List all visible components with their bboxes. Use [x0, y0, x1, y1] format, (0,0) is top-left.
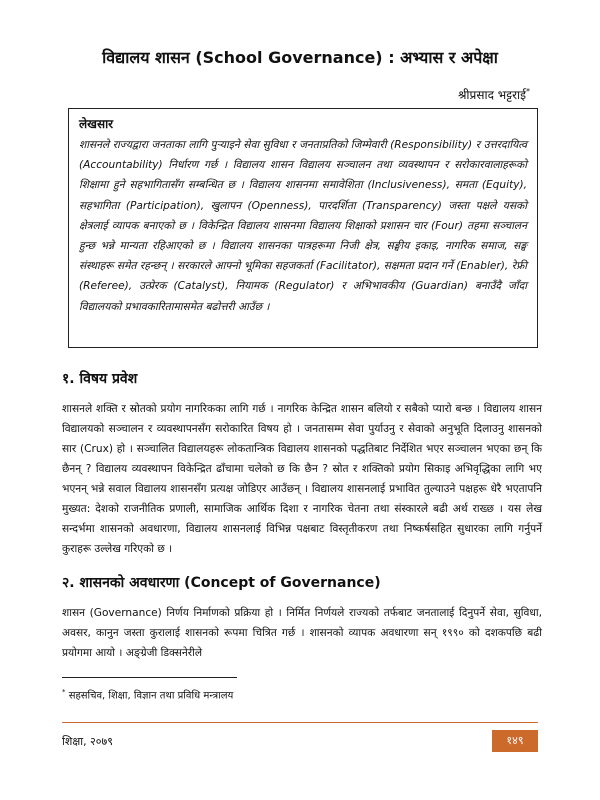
footnote-divider: [62, 677, 237, 678]
article-title: विद्यालय शासन (School Governance) : अभ्यास र अपेक्षा: [102, 48, 498, 67]
abstract-body: शासनले राज्यद्वारा जनताका लागि पुऱ्याइने सेवा सुविधा र जनताप्रतिको जिम्मेवारी (Responsibility) र उत्तरदायित्व (Accountability) निर्धारण गर्छ । विद्यालय शासन विद्यालय सञ्चालन तथा व्यवस्थापन र सरोकारवालाहरूको शिक्षामा हुने सहभागितासँग सम्बन्धित छ । विद्यालय शासनमा समावेशिता (Inclusiveness), समता (Equity), सहभागिता (Participation), खुलापन (Openness), पारदर्शिता (Transparency) जस्ता पक्षले यसको क्षेत्रलाई व्यापक बनाएको छ । विकेन्द्रित विद्यालय शासनमा विद्यालय शिक्षाको प्रशासन चार (Four) तहमा सञ्चालन हुन्छ भन्ने मान्यता रहिआएको छ । विद्यालय शासनका पात्रहरूमा निजी क्षेत्र, सङ्घीय इकाइ, नागरिक समाज, सङ्घ संस्थाहरू समेत रहन्छन् । सरकारले आफ्नो भूमिका सहजकर्ता (Facilitator), सक्षमता प्रदान गर्ने (Enabler), रेफ्री (Referee), उत्प्रेरक (Catalyst), नियामक (Regulator) र अभिभावकीय (Guardian) बनाउँदै जाँदा विद्यालयको प्रभावकारितामासमेत बढोत्तरी आउँछ ।: [79, 139, 527, 313]
section-body-introduction: शासनले शक्ति र स्रोतको प्रयोग नागरिकका लागि गर्छ । नागरिक केन्द्रित शासन बलियो र सबैको प्यारो बन्छ । विद्यालय शासन विद्यालयको सञ्चालन र व्यवस्थापनसँग सरोकारित विषय हो । जनतासम्म सेवा पुर्याउनु र सेवाको अनुभूति दिलाउनु शासनको सार (Crux) हो । सञ्चालित विद्यालयहरू लोकतान्त्रिक विद्यालय शासनको पद्धतिबाट निर्देशित भएर सञ्चालन भएका छन् कि छैनन् ? विद्यालय व्यवस्थापन विकेन्द्रित ढाँचामा चलेको छ कि छैन ? स्रोत र शक्तिको प्रयोग सिकाइ अभिवृद्धिका लागि भए भएनन् भन्ने सवाल विद्यालय शासनसँग प्रत्यक्ष जोडिएर आउँछन् । विद्यालय शासनलाई प्रभावित तुल्याउने पक्षहरू धेरै भएतापनि मुख्यत: देशको राजनीतिक प्रणाली, सामाजिक आर्थिक दिशा र नागरिक चेतना तथा संस्कारले बढी अर्थ राख्छ । यस लेख सन्दर्भमा शासनको अवधारणा, विद्यालय शासनलाई विभिन्न पक्षबाट विस्तृतीकरण तथा निष्कर्षसहित सुधारका लागि गर्नुपर्ने कुराहरू उल्लेख गरिएको छ ।: [62, 403, 542, 555]
footnote: [62, 685, 233, 703]
abstract-box: [68, 108, 538, 348]
page-number-badge: १४९: [492, 730, 538, 752]
author-footnote-marker: *: [526, 87, 530, 96]
footnote-text: सहसचिव, शिक्षा, विज्ञान तथा प्रविधि मन्त्रालय: [68, 690, 234, 702]
journal-name: शिक्षा, २०७९: [62, 735, 113, 748]
section-heading-concept-of-governance: २. शासनको अवधारणा (Concept of Governance): [62, 575, 381, 591]
footnote-marker: *: [62, 688, 66, 696]
section-body-concept-of-governance: शासन (Governance) निर्णय निर्माणको प्रक्रिया हो । निर्मित निर्णयले राज्यको तर्फबाट जनतालाई दिनुपर्ने सेवा, सुविधा, अवसर, कानुन जस्ता कुरालाई शासनको रूपमा चित्रित गर्छ । शासनको व्यापक अवधारणा सन् १९९० को दशकपछि बढी प्रयोगमा आयो । अङ्ग्रेजी डिक्सनेरीले: [62, 607, 542, 659]
author-name: [458, 84, 530, 103]
abstract-heading: लेखसार: [79, 117, 114, 131]
section-heading-introduction: १. विषय प्रवेश: [62, 371, 138, 387]
footer-divider: [62, 722, 538, 723]
author-name-text: श्रीप्रसाद भट्टराई: [457, 88, 526, 102]
